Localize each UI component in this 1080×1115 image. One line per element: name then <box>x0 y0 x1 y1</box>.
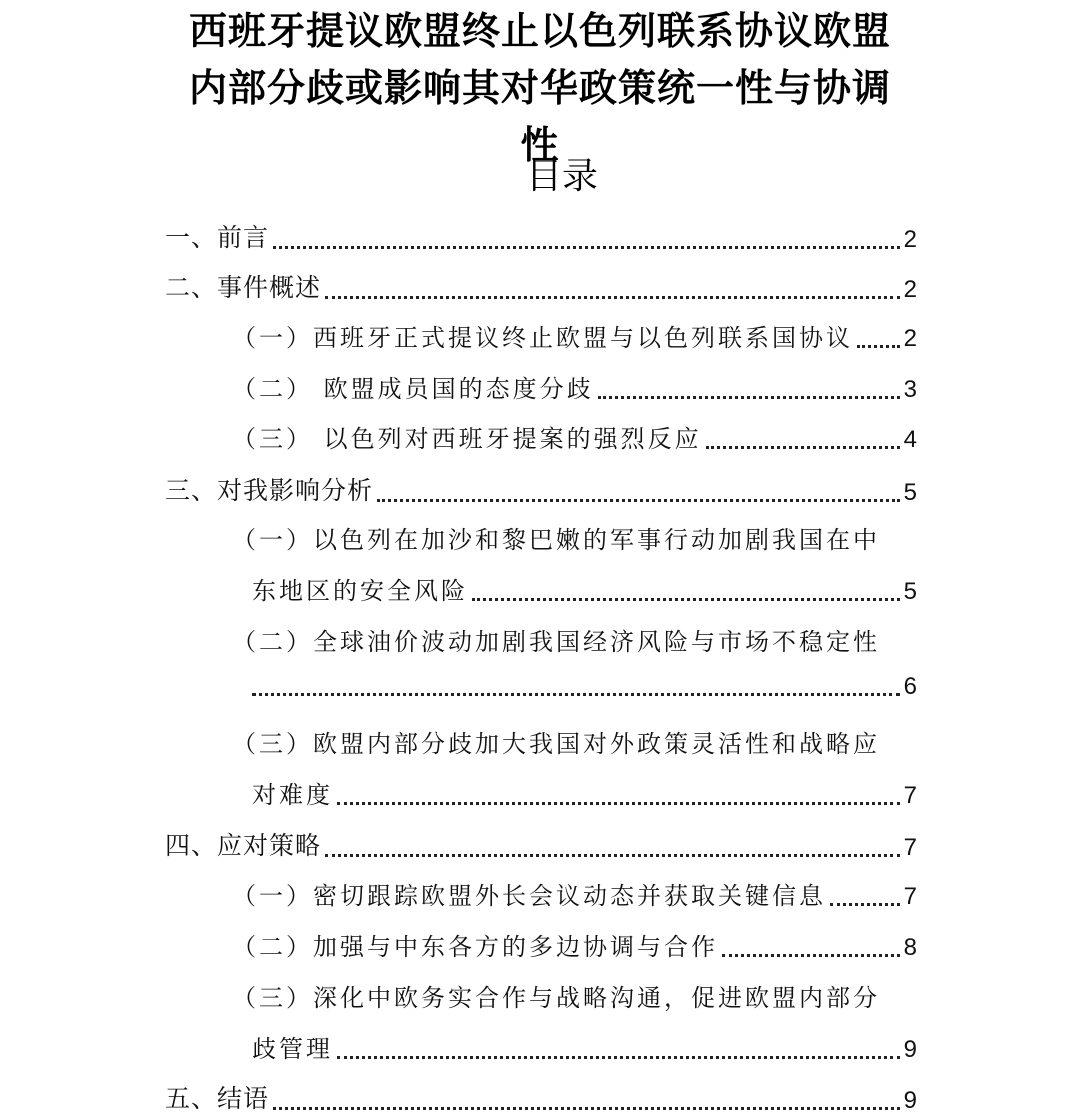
dot-leader <box>722 954 900 957</box>
dot-leader <box>857 345 900 348</box>
toc-entry-page: 9 <box>903 1087 917 1114</box>
dot-leader <box>252 693 900 696</box>
toc-entry-page: 2 <box>903 325 917 352</box>
toc-entry-event-overview[interactable] <box>165 268 917 304</box>
toc-entry-page: 7 <box>903 782 917 809</box>
toc-entry-3-2-line1[interactable]: （二）全球油价波动加剧我国经济风险与市场不稳定性 <box>232 628 880 656</box>
dot-leader <box>273 246 900 249</box>
dot-leader <box>472 598 900 601</box>
dot-leader <box>273 1107 900 1110</box>
toc-entry-4-2[interactable] <box>232 927 917 962</box>
toc-entry-4-1[interactable] <box>232 876 917 911</box>
toc-entry-2-1[interactable] <box>232 318 917 353</box>
toc-entry-3-3[interactable] <box>252 775 917 810</box>
toc-entry-label: 五、结语 <box>165 1084 270 1113</box>
dot-leader <box>325 296 900 299</box>
toc-entry-page: 3 <box>903 376 917 403</box>
toc-entry-page: 7 <box>903 834 917 861</box>
toc-entry-page: 4 <box>903 426 917 453</box>
toc-entry-page: 5 <box>903 578 917 605</box>
toc-entry-2-3[interactable] <box>232 419 917 454</box>
toc-entry-label: 一、前言 <box>165 223 270 252</box>
toc-entry-2-2[interactable] <box>232 369 917 404</box>
toc-entry-label: （一）密切跟踪欧盟外长会议动态并获取关键信息 <box>232 882 826 910</box>
dot-leader <box>337 802 900 805</box>
toc-entry-page: 2 <box>903 276 917 303</box>
toc-entry-page: 6 <box>903 673 917 700</box>
toc-entry-label: （二） 欧盟成员国的态度分歧 <box>232 375 594 403</box>
toc-entry-page: 2 <box>903 226 917 253</box>
toc-entry-countermeasures[interactable] <box>165 826 917 862</box>
toc-entry-4-3-line1[interactable]: （三）深化中欧务实合作与战略沟通，促进欧盟内部分 <box>232 984 880 1012</box>
dot-leader <box>325 854 900 857</box>
toc-entry-3-1[interactable] <box>252 571 917 606</box>
toc-entry-page: 5 <box>903 479 917 506</box>
toc-entry-page: 9 <box>903 1036 917 1063</box>
dot-leader <box>377 499 900 502</box>
toc-entry-label: 对难度 <box>252 781 333 809</box>
toc-heading: 目录 <box>525 156 598 197</box>
toc-entry-label: 四、应对策略 <box>165 831 322 860</box>
dot-leader <box>337 1056 900 1059</box>
toc-entry-label: 歧管理 <box>252 1035 333 1063</box>
document-title: 西班牙提议欧盟终止以色列联系协议欧盟内部分歧或影响其对华政策统一性与协调性 <box>188 8 891 167</box>
dot-leader <box>598 396 900 399</box>
toc-entry-page: 8 <box>903 934 917 961</box>
toc-entry-3-2[interactable] <box>252 673 917 701</box>
toc-entry-4-3[interactable] <box>252 1029 917 1064</box>
toc-entry-label: （二）加强与中东各方的多边协调与合作 <box>232 933 718 961</box>
toc-entry-3-1-line1[interactable]: （一）以色列在加沙和黎巴嫩的军事行动加剧我国在中 <box>232 526 880 554</box>
toc-entry-impact-analysis[interactable] <box>165 471 917 507</box>
toc-entry-label: 二、事件概述 <box>165 273 322 302</box>
toc-entry-page: 7 <box>903 883 917 910</box>
toc-entry-label: （一）西班牙正式提议终止欧盟与以色列联系国协议 <box>232 324 853 352</box>
dot-leader <box>706 446 900 449</box>
toc-entry-3-3-line1[interactable]: （三）欧盟内部分歧加大我国对外政策灵活性和战略应 <box>232 730 880 758</box>
toc-entry-preface[interactable] <box>165 218 917 254</box>
toc-entry-label: （三） 以色列对西班牙提案的强烈反应 <box>232 425 702 453</box>
toc-entry-label: 东地区的安全风险 <box>252 577 468 605</box>
toc-entry-conclusion[interactable] <box>165 1079 917 1115</box>
toc-entry-label: 三、对我影响分析 <box>165 476 374 505</box>
dot-leader <box>830 903 900 906</box>
